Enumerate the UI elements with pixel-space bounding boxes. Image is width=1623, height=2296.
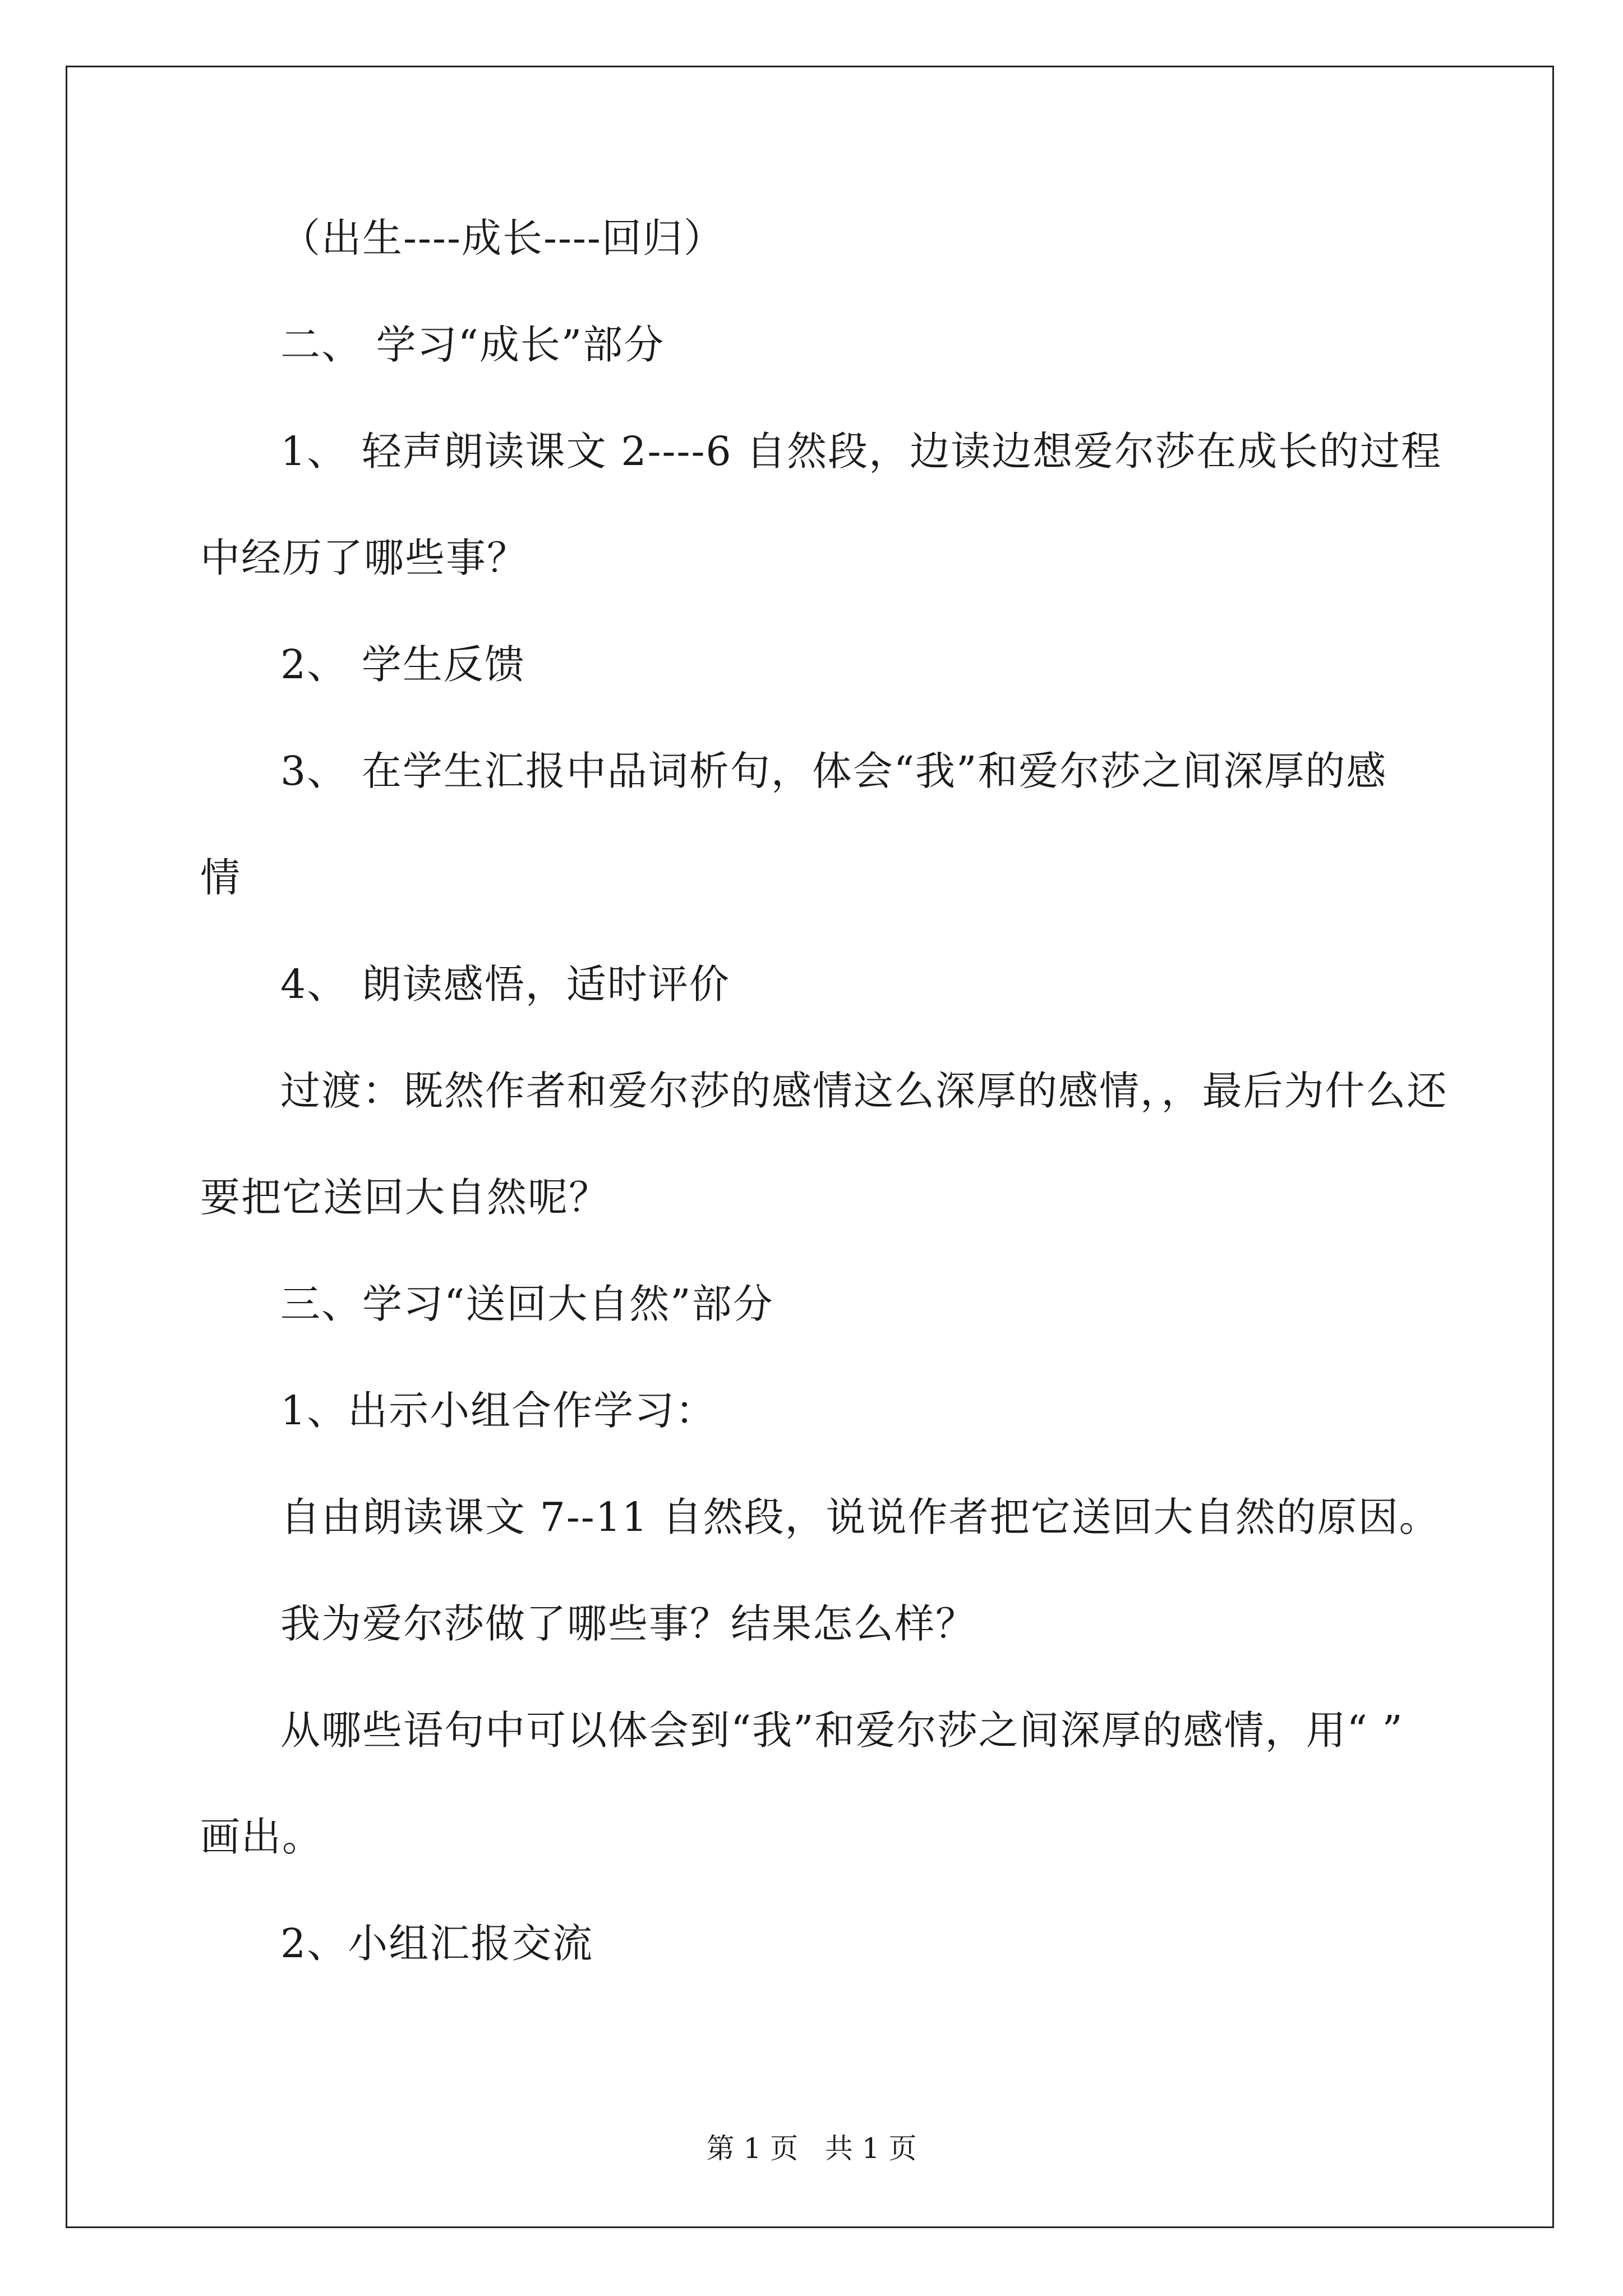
text-line: 过渡：既然作者和爱尔莎的感情这么深厚的感情，，最后为什么还 — [280, 1068, 1448, 1114]
text-line: 2、 学生反馈 — [280, 641, 525, 688]
text-line: 画出。 — [200, 1814, 324, 1860]
text-line: 1、 轻声朗读课文 2----6 自然段，边读边想爱尔莎在成长的过程 — [280, 428, 1442, 475]
text-line: 4、 朗读感悟，适时评价 — [280, 961, 730, 1007]
text-line: （出生----成长----回归） — [280, 215, 725, 261]
text-line: 要把它送回大自然呢？ — [200, 1174, 610, 1221]
text-line: 1、出示小组合作学习： — [280, 1387, 717, 1434]
text-line: 2、小组汇报交流 — [280, 1920, 594, 1967]
page-number: 第 1 页 共 1 页 — [706, 2132, 917, 2165]
section-heading: 二、 学习“成长”部分 — [280, 321, 665, 368]
page-border — [66, 66, 1554, 2228]
text-line: 中经历了哪些事？ — [200, 535, 528, 581]
text-line: 从哪些语句中可以体会到“我”和爱尔莎之间深厚的感情，用“ ” — [280, 1707, 1404, 1754]
text-line: 情 — [200, 854, 242, 901]
text-line: 自由朗读课文 7--11 自然段，说说作者把它送回大自然的原因。 — [280, 1494, 1440, 1540]
section-heading: 三、学习“送回大自然”部分 — [280, 1281, 774, 1327]
text-line: 3、 在学生汇报中品词析句，体会“我”和爱尔莎之间深厚的感 — [280, 748, 1387, 794]
text-line: 我为爱尔莎做了哪些事？结果怎么样？ — [280, 1600, 977, 1647]
